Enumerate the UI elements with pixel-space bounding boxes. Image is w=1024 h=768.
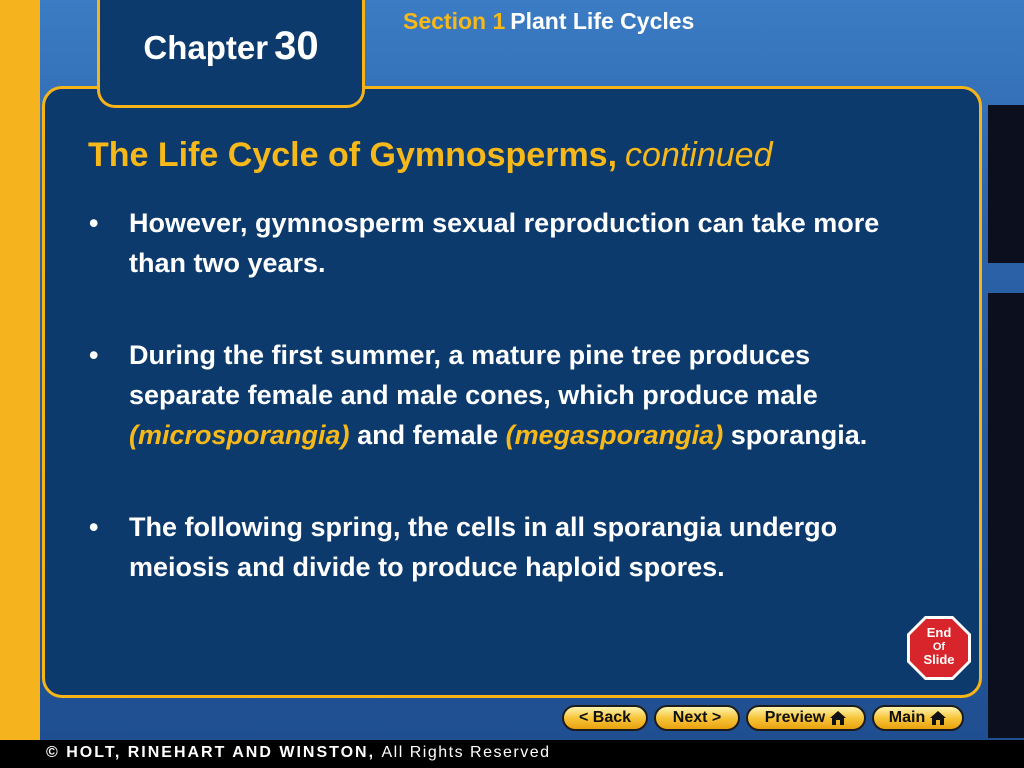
preview-label: Preview (764, 709, 826, 726)
bullet-text-part: sporangia. (730, 420, 868, 450)
bullet-item (88, 335, 908, 455)
publisher-name: © HOLT, RINEHART AND WINSTON, (46, 744, 376, 761)
back-button[interactable] (562, 705, 648, 731)
section-title: Plant Life Cycles (510, 8, 695, 34)
chapter-number: 30 (274, 24, 319, 68)
end-slide-line3: Slide (923, 652, 955, 667)
navigation-bar (562, 705, 964, 733)
end-slide-line1: End (926, 625, 952, 640)
slide-title-main: The Life Cycle of Gymnosperms, (88, 136, 618, 174)
bullet-text-part: During the first summer, a mature pine tree produces separate female and male cones, which produce male (129, 340, 818, 410)
right-edge-strip-lower (988, 293, 1024, 738)
next-button[interactable] (654, 705, 740, 731)
bullet-text-part: and female (357, 420, 499, 450)
bullet-text (129, 335, 908, 455)
footer-bar (0, 740, 1024, 768)
main-button[interactable] (872, 705, 964, 731)
term-megasporangia: (megasporangia) (505, 420, 724, 450)
right-edge-strip (988, 105, 1024, 263)
bullet-item (88, 507, 908, 587)
end-slide-line2: Of (932, 641, 946, 653)
preview-button[interactable] (746, 705, 866, 731)
bullet-marker: • (89, 340, 99, 370)
bullet-item (88, 203, 908, 283)
main-label: Main (888, 709, 926, 726)
bullet-marker: • (89, 512, 99, 542)
term-microsporangia: (microsporangia) (129, 420, 350, 450)
chapter-heading (100, 24, 362, 69)
home-icon (929, 710, 947, 726)
bullet-marker: • (89, 208, 99, 238)
chapter-label: Chapter (143, 29, 269, 66)
bullet-text: However, gymnosperm sexual reproduction can take more than two years. (129, 208, 880, 278)
next-label: Next > (672, 709, 722, 726)
chapter-tab (97, 0, 365, 108)
home-icon (829, 710, 847, 726)
section-label: Section 1 (403, 8, 506, 34)
section-header (403, 8, 694, 35)
bullet-text: The following spring, the cells in all sporangia undergo meiosis and divide to produce haploid spores. (129, 512, 838, 582)
copyright-notice (46, 744, 551, 762)
slide-title (88, 136, 773, 175)
left-accent-bar (0, 0, 40, 740)
rights-text: All Rights Reserved (381, 744, 551, 761)
bullet-list (88, 203, 908, 639)
end-of-slide-button[interactable] (906, 615, 972, 681)
slide-title-continued: continued (625, 136, 773, 174)
back-label: < Back (578, 709, 632, 726)
stop-sign-icon (906, 615, 972, 681)
